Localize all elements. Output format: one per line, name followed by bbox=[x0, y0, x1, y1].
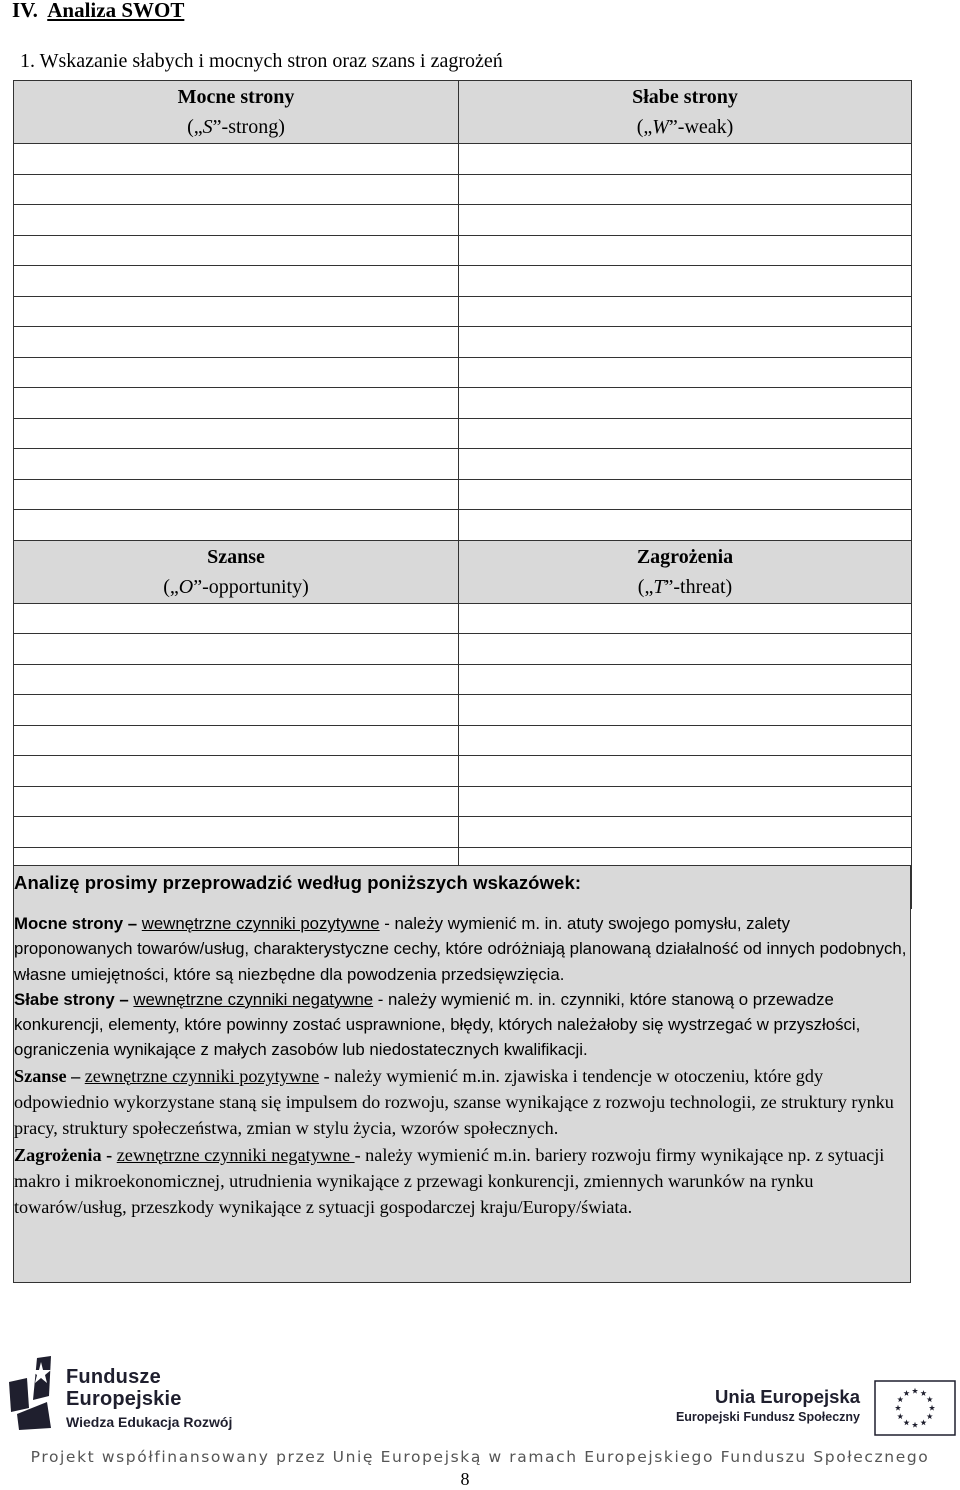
subtitle: 1. Wskazanie słabych i mocnych stron oraz szans i zagrożeń bbox=[20, 50, 503, 72]
strengths-cell[interactable] bbox=[14, 510, 459, 541]
opportunities-cell[interactable] bbox=[14, 664, 459, 695]
strengths-cell[interactable] bbox=[14, 449, 459, 480]
threats-cell[interactable] bbox=[459, 603, 912, 634]
weaknesses-cell[interactable] bbox=[459, 235, 912, 266]
threats-cell[interactable] bbox=[459, 786, 912, 817]
page-number: 8 bbox=[460, 1469, 470, 1489]
weaknesses-cell[interactable] bbox=[459, 510, 912, 541]
threats-title: Zagrożenia bbox=[636, 545, 734, 568]
weaknesses-cell[interactable] bbox=[459, 449, 912, 480]
threats-cell[interactable] bbox=[459, 725, 912, 756]
strengths-cell[interactable] bbox=[14, 205, 459, 236]
weaknesses-cell[interactable] bbox=[459, 174, 912, 205]
strengths-cell[interactable] bbox=[14, 327, 459, 358]
strengths-cell[interactable] bbox=[14, 266, 459, 297]
fundusze-europejskie-text: Fundusze Europejskie Wiedza Edukacja Rozwój bbox=[66, 1366, 233, 1430]
swot-table bbox=[13, 80, 912, 909]
opportunities-cell[interactable] bbox=[14, 603, 459, 634]
weaknesses-header: Słabe strony („W”-weak) bbox=[459, 81, 912, 144]
guide-strengths: Mocne strony – wewnętrzne czynniki pozytywne - należy wymienić m. in. atuty swojego pomysłu, zalety proponowanych towarów/usług, charakterystyczne cechy, które odróżniają planowaną działalność od innych podobnych, własne umiejętności, które są niezbędne dla powodzenia przedsięwzięcia. bbox=[14, 914, 907, 984]
weaknesses-cell[interactable] bbox=[459, 144, 912, 175]
swot-header-row-sw bbox=[14, 81, 912, 144]
threats-header: Zagrożenia („T”-threat) bbox=[459, 540, 912, 603]
logos-bar bbox=[0, 1350, 960, 1440]
threats-cell[interactable] bbox=[459, 634, 912, 665]
guide-weaknesses: Słabe strony – wewnętrzne czynniki negatywne - należy wymienić m. in. czynniki, które stanową o przewadze konkurencji, elementy, które powinny zostać usprawnione, błędy, których należałoby się wystrzegać w przyszłości, ograniczenia wynikające z małych zasobów lub niedostatecznych kwalifikacji. bbox=[14, 989, 861, 1060]
guidelines-heading: Analizę prosimy przeprowadzić według poniższych wskazówek: bbox=[14, 872, 582, 893]
strengths-title: Mocne strony bbox=[177, 86, 295, 108]
strengths-cell[interactable] bbox=[14, 418, 459, 449]
guide-opportunities: Szanse – zewnętrzne czynniki pozytywne - należy wymienić m.in. zjawiska i tendencje w otoczeniu, które gdy odpowiednio wykorzystane staną się impulsem do rozwoju, szanse wynikające z rozwoju technologii, ze struktury rynku pracy, struktury społeczeństwa, zmian w stylu życia, wzorów społecznych. bbox=[14, 1065, 894, 1139]
weaknesses-cell[interactable] bbox=[459, 296, 912, 327]
weaknesses-cell[interactable] bbox=[459, 357, 912, 388]
strengths-cell[interactable] bbox=[14, 357, 459, 388]
strengths-header: Mocne strony („S”-strong) bbox=[14, 81, 459, 144]
threats-cell[interactable] bbox=[459, 664, 912, 695]
weaknesses-cell[interactable] bbox=[459, 388, 912, 419]
weaknesses-cell[interactable] bbox=[459, 418, 912, 449]
opportunities-cell[interactable] bbox=[14, 695, 459, 726]
guidelines-box bbox=[13, 865, 911, 1283]
strengths-cell[interactable] bbox=[14, 479, 459, 510]
weaknesses-cell[interactable] bbox=[459, 205, 912, 236]
opportunities-header: Szanse („O”-opportunity) bbox=[14, 540, 459, 603]
footer-note: Projekt współfinansowany przez Unię Europejską w ramach Europejskiego Funduszu Społecznego bbox=[30, 1448, 930, 1466]
opportunities-cell[interactable] bbox=[14, 786, 459, 817]
eu-flag-icon bbox=[874, 1380, 956, 1436]
section-title-text: Analiza SWOT bbox=[47, 0, 185, 22]
opportunities-cell[interactable] bbox=[14, 817, 459, 848]
opportunities-cell[interactable] bbox=[14, 634, 459, 665]
weaknesses-cell[interactable] bbox=[459, 266, 912, 297]
strengths-cell[interactable] bbox=[14, 235, 459, 266]
opportunities-cell[interactable] bbox=[14, 725, 459, 756]
section-title bbox=[12, 0, 184, 23]
swot-header-row-ot bbox=[14, 540, 912, 603]
section-number: IV. bbox=[12, 0, 38, 22]
weaknesses-title: Słabe strony bbox=[632, 86, 738, 108]
guidelines-text bbox=[14, 912, 910, 1222]
strengths-cell[interactable] bbox=[14, 296, 459, 327]
weaknesses-cell[interactable] bbox=[459, 479, 912, 510]
threats-cell[interactable] bbox=[459, 756, 912, 787]
unia-europejska-text: Unia Europejska Europejski Fundusz Społeczny bbox=[675, 1386, 860, 1424]
strengths-cell[interactable] bbox=[14, 388, 459, 419]
opportunities-cell[interactable] bbox=[14, 756, 459, 787]
guide-threats: Zagrożenia - zewnętrzne czynniki negatywne - należy wymienić m.in. bariery rozwoju firmy wynikające np. z sytuacji makro i mikroekonomicznej, utrudnienia wynikające z przewagi konkurencji, zmiennych warunków na rynku towarów/usług, przeszkody wynikające z sytuacji gospodarczej kraju/Europy/świata. bbox=[14, 1144, 885, 1218]
strengths-cell[interactable] bbox=[14, 144, 459, 175]
strengths-cell[interactable] bbox=[14, 174, 459, 205]
opportunities-title: Szanse bbox=[207, 545, 265, 568]
threats-cell[interactable] bbox=[459, 817, 912, 848]
fundusze-europejskie-logo-icon bbox=[5, 1356, 61, 1430]
weaknesses-cell[interactable] bbox=[459, 327, 912, 358]
threats-cell[interactable] bbox=[459, 695, 912, 726]
